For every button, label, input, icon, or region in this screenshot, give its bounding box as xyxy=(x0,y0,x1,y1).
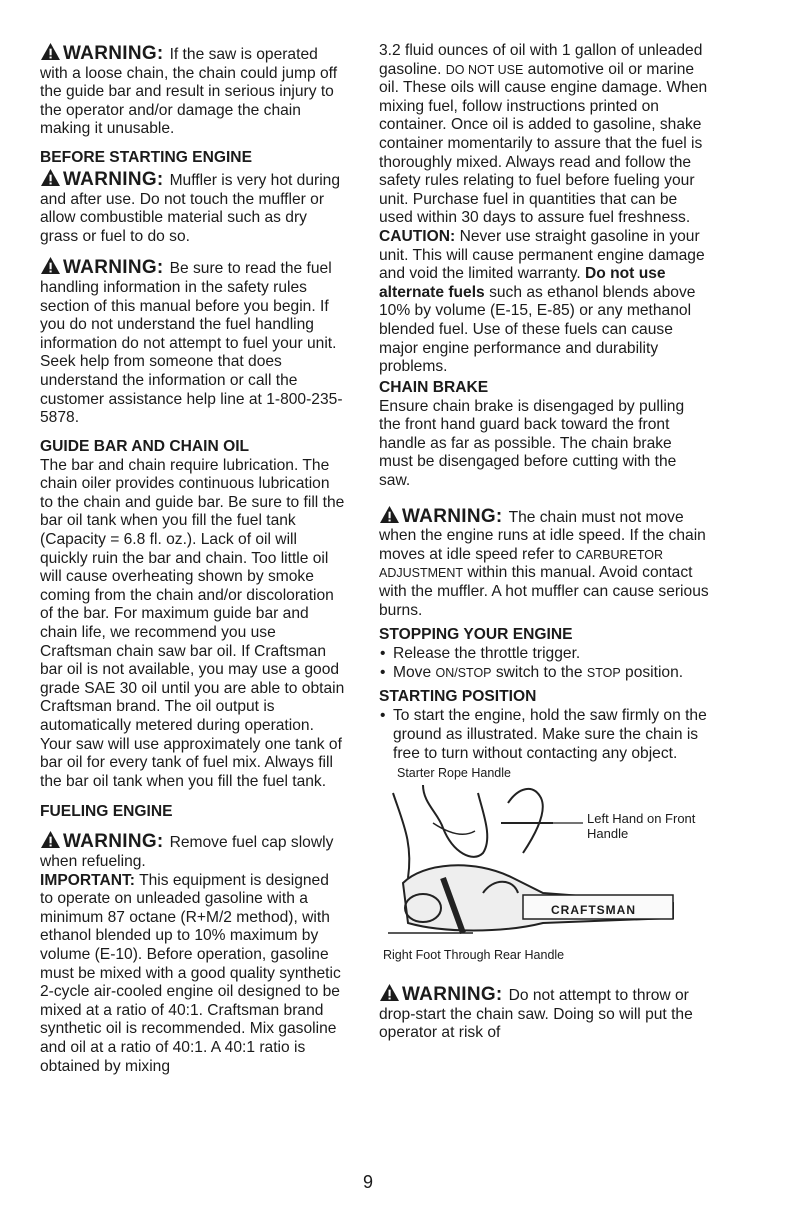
starting-list xyxy=(379,707,709,763)
stop-label: STOP xyxy=(586,665,621,680)
warning-triangle-icon xyxy=(379,983,400,1002)
warning-label: WARNING: xyxy=(402,505,503,527)
warning-text: Muffler is very hot during and after use. Do not touch the muffler or allow combustible material such as dry grass or fuel to do so. xyxy=(40,171,341,245)
warning-drop-start xyxy=(379,983,709,1043)
warning-idle xyxy=(379,505,709,621)
warning-label: WARNING: xyxy=(402,984,503,1006)
warning-text-1: The chain must not move when the engine runs at idle speed. If the chain moves at idle speed refer to xyxy=(379,508,706,563)
list-item: • Release the throttle trigger. xyxy=(379,645,709,664)
chainsaw-illustration xyxy=(383,783,683,943)
heading-fueling: FUELING ENGINE xyxy=(40,803,173,821)
caption-starter-rope: Starter Rope Handle xyxy=(397,766,511,781)
stop-text-b: switch to the xyxy=(495,663,583,681)
on-stop-label: ON/STOP xyxy=(435,665,492,680)
caution-paragraph xyxy=(379,228,709,377)
heading-guide-bar: GUIDE BAR AND CHAIN OIL xyxy=(40,437,250,455)
warning-triangle-icon xyxy=(40,830,61,849)
warning-label: WARNING: xyxy=(63,43,164,64)
heading-chain-brake: CHAIN BRAKE xyxy=(379,378,489,396)
warning-text: Remove fuel cap slowly when refueling. xyxy=(40,834,334,870)
list-item: • To start the engine, hold the saw firmly on the ground as illustrated. Make sure the chain is free to turn without contacting any object. xyxy=(379,707,709,763)
stopping-list xyxy=(379,645,709,682)
guide-bar-text: The bar and chain require lubrication. The chain oiler provides continuous lubrication to the chain and guide bar. Be sure to fill the bar oil tank when you fill the fuel tank (Capacity = 6.8 fl. oz.). Lack of oil will quickly ruin the bar and chain. Too little oil will cause overheating shown by smoke coming from the chain and/or discoloration of the bar. For maximum guide bar and chain life, we recommend you use Craftsman chain saw bar oil. If Craftsman bar oil is not available, you may use a good grade SAE 30 oil until you are able to obtain Craftsman brand. The oil output is automatically metered during operation. Your saw will use approximately one tank of bar oil for every tank of fuel mix. Always fill the bar oil tank when you fill the fuel tank. xyxy=(40,456,345,790)
warning-triangle-icon xyxy=(40,256,61,275)
fuel-mix-continued xyxy=(379,42,709,228)
caption-right-foot: Right Foot Through Rear Handle xyxy=(383,948,565,963)
do-not-use: DO NOT USE xyxy=(445,62,524,77)
warning-text: Be sure to read the fuel handling information in the safety rules section of this manual before you begin. If you do not understand the fuel handling information do not attempt to fuel your unit. Seek help from someone that does understand the information or call the customer assistance help line at 1-800-235-5878. xyxy=(40,260,343,427)
important-label: IMPORTANT: xyxy=(40,871,135,889)
fuel-text-1: 3.2 fluid ounces of oil with 1 gallon of unleaded gasoline. xyxy=(379,42,703,78)
chain-brake-text: Ensure chain brake is disengaged by pulling the front hand guard back toward the front handle as far as possible. The chain brake must be disengaged before cutting with the saw. xyxy=(379,397,685,490)
warning-triangle-icon xyxy=(40,42,61,61)
caution-label: CAUTION: xyxy=(379,227,456,245)
heading-stopping: STOPPING YOUR ENGINE xyxy=(379,626,573,644)
starting-position-figure xyxy=(379,765,709,965)
important-paragraph xyxy=(40,872,346,1077)
heading-before-starting: BEFORE STARTING ENGINE xyxy=(40,148,252,166)
warning-label: WARNING: xyxy=(63,168,164,190)
fuel-text-2: automotive oil or marine oil. These oils will cause engine damage. When mixing fuel, follow instructions printed on container. Once oil is added to gasoline, shake container momentarily to assure that the fuel is thoroughly mixed. Always read and follow the safety rules relating to fuel before fueling your unit. Purchase fuel in quantities that can be used within 30 days to assure fuel freshness. xyxy=(379,60,708,227)
warning-fuel-handling xyxy=(40,256,346,427)
warning-muffler xyxy=(40,168,346,246)
callout-left-hand: Left Hand on Front Handle xyxy=(587,811,696,842)
alt-fuels-bold: Do not use alternate fuels xyxy=(379,265,666,301)
alt-fuels-text: such as ethanol blends above 10% by volume (E-15, E-85) or any methanol blended fuel. Use of these fuels can cause major engine performance and durability problems. xyxy=(379,283,696,376)
heading-starting: STARTING POSITION xyxy=(379,688,537,706)
right-column xyxy=(379,42,709,1043)
warning-text: Do not attempt to throw or drop-start the chain saw. Doing so will put the operator at risk of xyxy=(379,987,693,1042)
warning-loose-chain xyxy=(40,42,346,139)
warning-fuel-cap xyxy=(40,830,346,871)
stop-text-a: Move xyxy=(393,663,432,681)
warning-triangle-icon xyxy=(40,168,61,187)
craftsman-brand: CRAFTSMAN xyxy=(551,903,636,918)
list-item xyxy=(379,664,709,683)
left-column xyxy=(40,42,346,1076)
warning-text: If the saw is operated with a loose chain, the chain could jump off the guide bar and result in serious injury to the operator and/or damage the chain making it unusable. xyxy=(40,46,338,138)
warning-label: WARNING: xyxy=(63,831,164,853)
warning-label: WARNING: xyxy=(63,257,164,279)
caution-text: Never use straight gasoline in your unit. This will cause permanent engine damage and void the limited warranty. xyxy=(379,227,705,283)
stop-text-c: position. xyxy=(625,663,684,681)
carburetor-ref: CARBURETOR ADJUSTMENT xyxy=(379,547,664,581)
page-number: 9 xyxy=(363,1172,374,1192)
warning-triangle-icon xyxy=(379,505,400,524)
warning-text-2: within this manual. Avoid contact with the muffler. A hot muffler can cause serious burns. xyxy=(379,564,709,619)
important-text: This equipment is designed to operate on unleaded gasoline with a minimum 87 octane (R+M/2 method), with ethanol blended up to 10% maximum by volume (E-10). Before operation, gasoline must be mixed with a good quality synthetic 2-cycle air-cooled engine oil designed to be mixed at a ratio of 40:1. Craftsman brand synthetic oil is recommended. Mix gasoline and oil at a ratio of 40:1. A 40:1 ratio is obtained by mixing xyxy=(40,871,341,1075)
